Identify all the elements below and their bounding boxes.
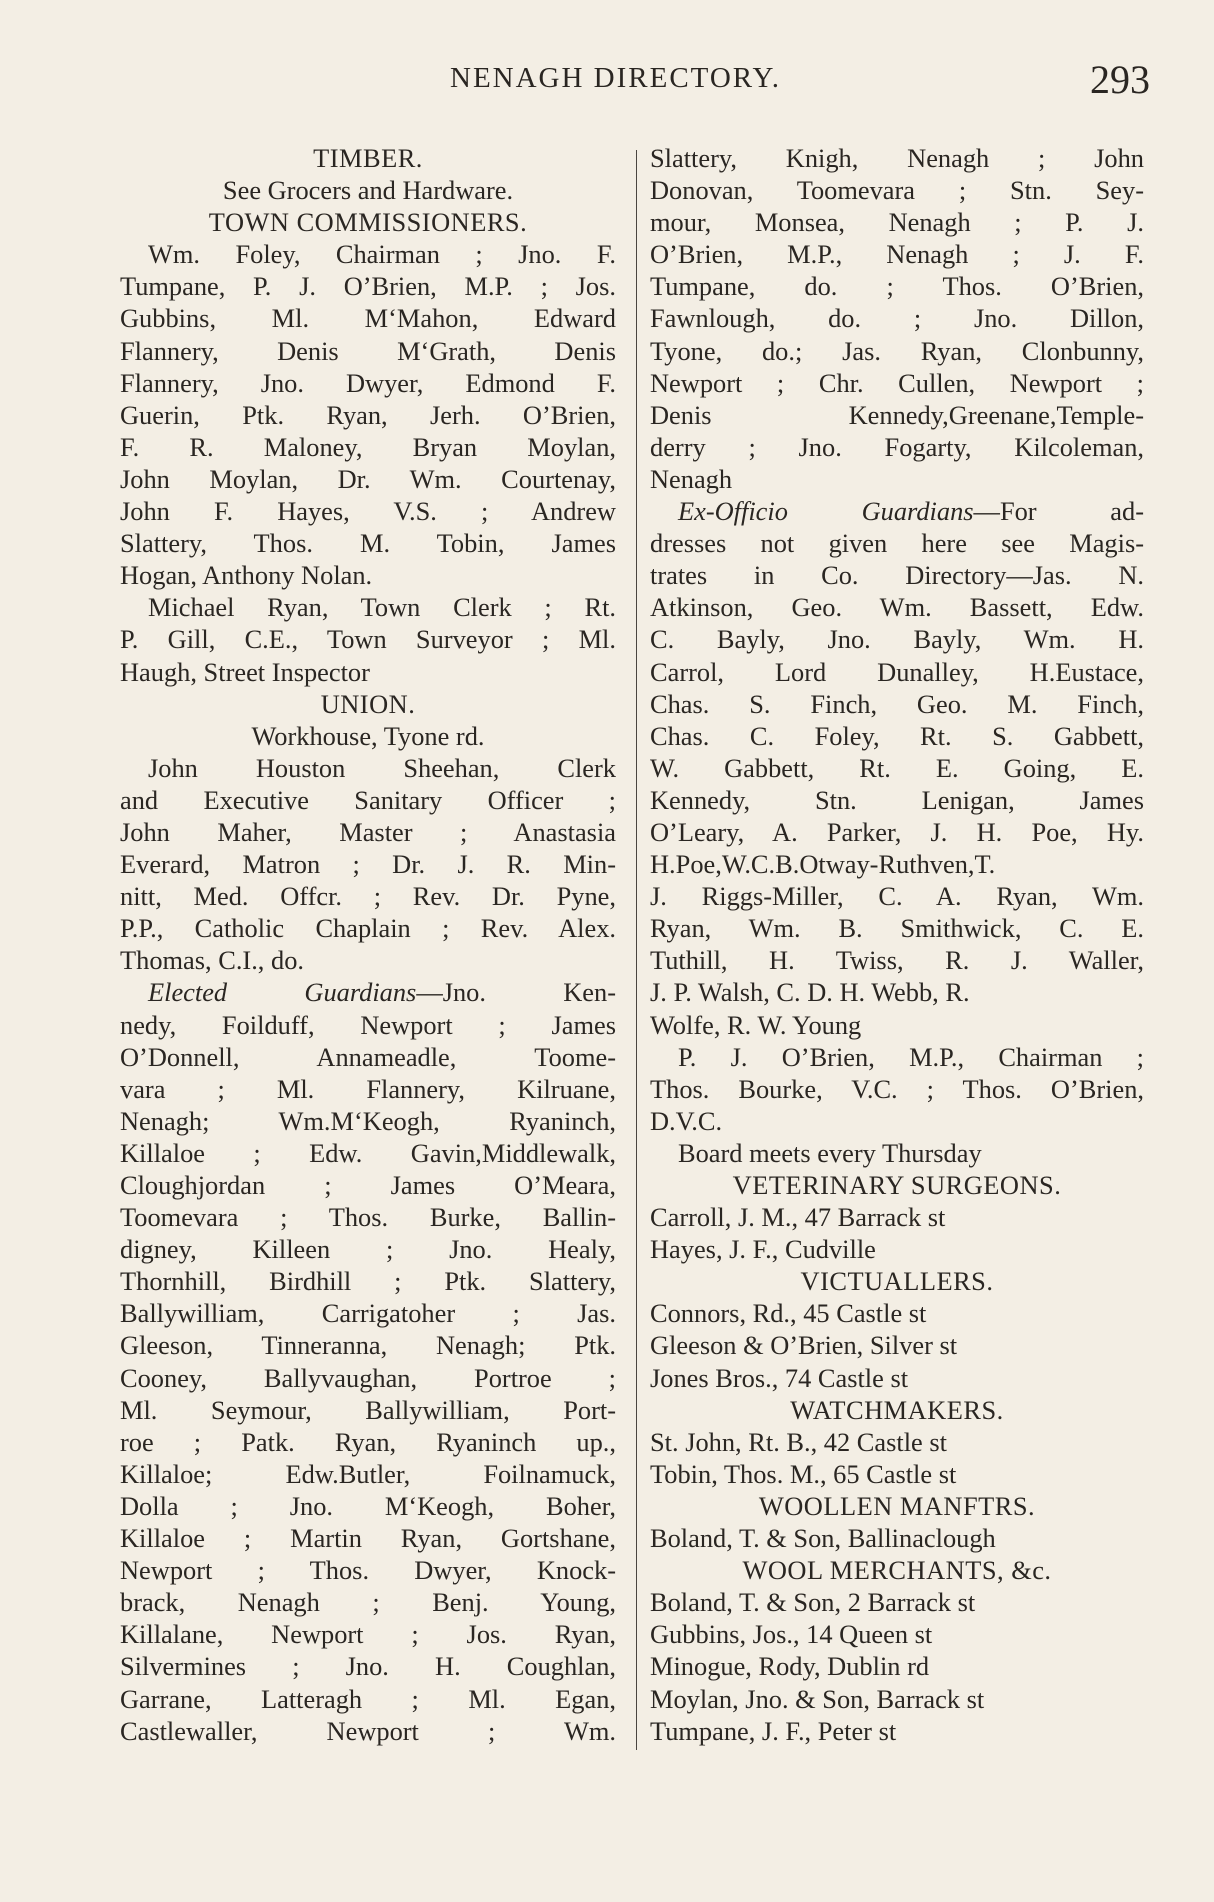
text-line: Castlewaller, Newport ; Wm. [120, 1715, 616, 1746]
text-line: digney, Killeen ; Jno. Healy, [120, 1234, 616, 1265]
text-line: Ml. Seymour, Ballywilliam, Port- [120, 1394, 616, 1425]
text-line: Ballywilliam, Carrigatoher ; Jas. [120, 1298, 616, 1329]
text-line: Haugh, Street Inspector [120, 656, 370, 687]
text-line: F. R. Maloney, Bryan Moylan, [120, 431, 616, 462]
list-item: Jones Bros., 74 Castle st [650, 1362, 909, 1393]
text-line: J. Riggs-Miller, C. A. Ryan, Wm. [650, 881, 1144, 912]
section-heading-town-commissioners: TOWN COMMISSIONERS. [208, 207, 528, 238]
text-line: Nenagh [650, 463, 733, 494]
text-line: Slattery, Thos. M. Tobin, James [120, 528, 616, 559]
section-heading-veterinary-surgeons: VETERINARY SURGEONS. [732, 1170, 1062, 1200]
text-line: Slattery, Knigh, Nenagh ; John [650, 143, 1144, 173]
text-fragment: —Jno. Ken- [416, 977, 616, 1008]
text-line [120, 976, 616, 1008]
ex-officio-guardians [650, 495, 1144, 1041]
text-line: Carrol, Lord Dunalley, H.Eustace, [650, 656, 1144, 687]
union-officers [120, 752, 616, 977]
text-line: H.Poe,W.C.B.Otway-Ruthven,T. [650, 849, 996, 880]
text-line: dresses not given here see Magis- [650, 528, 1144, 559]
text-line: Chas. S. Finch, Geo. M. Finch, [650, 688, 1144, 719]
text-line: Kennedy, Stn. Lenigan, James [650, 784, 1144, 815]
elected-guardians [120, 976, 616, 1746]
text-line: Tuthill, H. Twiss, R. J. Waller, [650, 945, 1144, 976]
text-line: O’Leary, A. Parker, J. H. Poe, Hy. [650, 816, 1144, 847]
list-item: Minogue, Rody, Dublin rd [650, 1651, 930, 1682]
text-line: Wm. Foley, Chairman ; Jno. F. [148, 239, 616, 270]
board-meeting-note: Board meets every Thursday [678, 1137, 982, 1168]
text-line: Nenagh; Wm.M‘Keogh, Ryaninch, [120, 1105, 616, 1136]
text-line: trates in Co. Directory—Jas. N. [650, 560, 1144, 591]
text-line: Michael Ryan, Town Clerk ; Rt. [148, 592, 616, 623]
text-line: Killalane, Newport ; Jos. Ryan, [120, 1619, 616, 1650]
list-item: Tobin, Thos. M., 65 Castle st [650, 1458, 957, 1489]
list-item: Gubbins, Jos., 14 Queen st [650, 1619, 933, 1650]
list-item: Hayes, J. F., Cudville [650, 1234, 876, 1265]
text-line: John Maher, Master ; Anastasia [120, 816, 616, 847]
elected-guardians-continued [650, 142, 1144, 495]
section-heading-union: UNION. [320, 688, 416, 719]
text-line: D.V.C. [650, 1105, 723, 1136]
text-line: vara ; Ml. Flannery, Kilruane, [120, 1073, 616, 1104]
text-line: Ryan, Wm. B. Smithwick, C. E. [650, 913, 1144, 944]
text-line: Fawnlough, do. ; Jno. Dillon, [650, 303, 1144, 334]
list-item: Boland, T. & Son, Ballinaclough [650, 1523, 996, 1554]
text-line: brack, Nenagh ; Benj. Young, [120, 1587, 616, 1618]
text-line: Hogan, Anthony Nolan. [120, 560, 373, 591]
text-line: Flannery, Jno. Dwyer, Edmond F. [120, 367, 616, 398]
text-line: Guerin, Ptk. Ryan, Jerh. O’Brien, [120, 399, 616, 430]
wool-merchants-list [650, 1586, 1144, 1746]
text-line: Atkinson, Geo. Wm. Bassett, Edw. [650, 592, 1144, 623]
text-line: John Houston Sheehan, Clerk [148, 752, 616, 783]
list-item: Carroll, J. M., 47 Barrack st [650, 1202, 946, 1233]
text-line: C. Bayly, Jno. Bayly, Wm. H. [650, 624, 1144, 655]
board-chairmen [650, 1041, 1144, 1137]
text-line [650, 495, 1144, 527]
text-line: Chas. C. Foley, Rt. S. Gabbett, [650, 720, 1144, 751]
text-line: roe ; Patk. Ryan, Ryaninch up., [120, 1426, 616, 1457]
text-line: Gubbins, Ml. M‘Mahon, Edward [120, 303, 616, 334]
text-line: nitt, Med. Offcr. ; Rev. Dr. Pyne, [120, 881, 616, 912]
text-line: P. J. O’Brien, M.P., Chairman ; [678, 1041, 1144, 1072]
victuallers-list [650, 1297, 1144, 1393]
text-line: P.P., Catholic Chaplain ; Rev. Alex. [120, 913, 616, 944]
ex-officio-label: Ex-Officio Guardians [678, 496, 974, 527]
right-column [650, 142, 1144, 1747]
text-line: Newport ; Chr. Cullen, Newport ; [650, 367, 1144, 398]
text-line: derry ; Jno. Fogarty, Kilcoleman, [650, 431, 1144, 462]
text-line: and Executive Sanitary Officer ; [120, 784, 616, 815]
list-item: Gleeson & O’Brien, Silver st [650, 1330, 958, 1361]
text-line: Killaloe; Edw.Butler, Foilnamuck, [120, 1458, 616, 1489]
text-line: O’Donnell, Annameadle, Toome- [120, 1041, 616, 1072]
text-line: John F. Hayes, V.S. ; Andrew [120, 496, 616, 527]
text-line: Thos. Bourke, V.C. ; Thos. O’Brien, [650, 1073, 1144, 1104]
text-line: Thornhill, Birdhill ; Ptk. Slattery, [120, 1266, 616, 1297]
text-line: Cooney, Ballyvaughan, Portroe ; [120, 1362, 616, 1393]
section-heading-woollen-manufacturers: WOOLLEN MANFTRS. [758, 1490, 1036, 1521]
workhouse-address: Workhouse, Tyone rd. [251, 720, 485, 751]
text-line: Wolfe, R. W. Young [650, 1009, 862, 1040]
text-line: Tumpane, P. J. O’Brien, M.P. ; Jos. [120, 271, 616, 302]
town-officers [120, 591, 616, 687]
section-heading-watchmakers: WATCHMAKERS. [790, 1394, 1004, 1425]
page-header [0, 57, 1214, 102]
text-line: Donovan, Toomevara ; Stn. Sey- [650, 175, 1144, 206]
section-heading-victuallers: VICTUALLERS. [800, 1266, 994, 1297]
text-fragment: —For ad- [973, 496, 1144, 527]
text-line: Killaloe ; Martin Ryan, Gortshane, [120, 1523, 616, 1554]
text-line: J. P. Walsh, C. D. H. Webb, R. [650, 977, 970, 1008]
text-line: Gleeson, Tinneranna, Nenagh; Ptk. [120, 1330, 616, 1361]
watchmakers-list [650, 1426, 1144, 1490]
page-number: 293 [1090, 57, 1150, 102]
commissioners-list [120, 238, 616, 591]
text-line: Dolla ; Jno. M‘Keogh, Boher, [120, 1490, 616, 1521]
section-heading-wool-merchants: WOOL MERCHANTS, &c. [742, 1555, 1052, 1586]
running-title: NENAGH DIRECTORY. [450, 62, 782, 94]
timber-note: See Grocers and Hardware. [222, 175, 514, 206]
column-divider [636, 150, 637, 1750]
left-column [120, 142, 616, 1747]
text-line: Flannery, Denis M‘Grath, Denis [120, 335, 616, 366]
text-line: Silvermines ; Jno. H. Coughlan, [120, 1651, 616, 1682]
text-line: O’Brien, M.P., Nenagh ; J. F. [650, 239, 1144, 270]
list-item: Connors, Rd., 45 Castle st [650, 1298, 927, 1329]
text-line: Garrane, Latteragh ; Ml. Egan, [120, 1683, 616, 1714]
veterinary-list [650, 1201, 1144, 1265]
text-line: Tyone, do.; Jas. Ryan, Clonbunny, [650, 335, 1144, 366]
list-item: Boland, T. & Son, 2 Barrack st [650, 1587, 976, 1618]
text-line: Toomevara ; Thos. Burke, Ballin- [120, 1202, 616, 1233]
woollen-list [650, 1522, 1144, 1554]
text-line: mour, Monsea, Nenagh ; P. J. [650, 207, 1144, 238]
text-line: Thomas, C.I., do. [120, 945, 304, 976]
text-line: Tumpane, do. ; Thos. O’Brien, [650, 271, 1144, 302]
list-item: Tumpane, J. F., Peter st [650, 1715, 897, 1746]
section-heading-timber: TIMBER. [313, 143, 423, 173]
list-item: St. John, Rt. B., 42 Castle st [650, 1426, 947, 1457]
list-item: Moylan, Jno. & Son, Barrack st [650, 1683, 985, 1714]
text-line: W. Gabbett, Rt. E. Going, E. [650, 752, 1144, 783]
text-line: Everard, Matron ; Dr. J. R. Min- [120, 849, 616, 880]
elected-guardians-label: Elected Guardians [148, 977, 417, 1008]
text-line: Newport ; Thos. Dwyer, Knock- [120, 1555, 616, 1586]
text-line: John Moylan, Dr. Wm. Courtenay, [120, 463, 616, 494]
text-line: P. Gill, C.E., Town Surveyor ; Ml. [120, 624, 616, 655]
text-line: Killaloe ; Edw. Gavin,Middlewalk, [120, 1137, 616, 1168]
text-line: Cloughjordan ; James O’Meara, [120, 1170, 616, 1200]
text-line: Denis Kennedy,Greenane,Temple- [650, 399, 1144, 430]
text-line: nedy, Foilduff, Newport ; James [120, 1009, 616, 1040]
